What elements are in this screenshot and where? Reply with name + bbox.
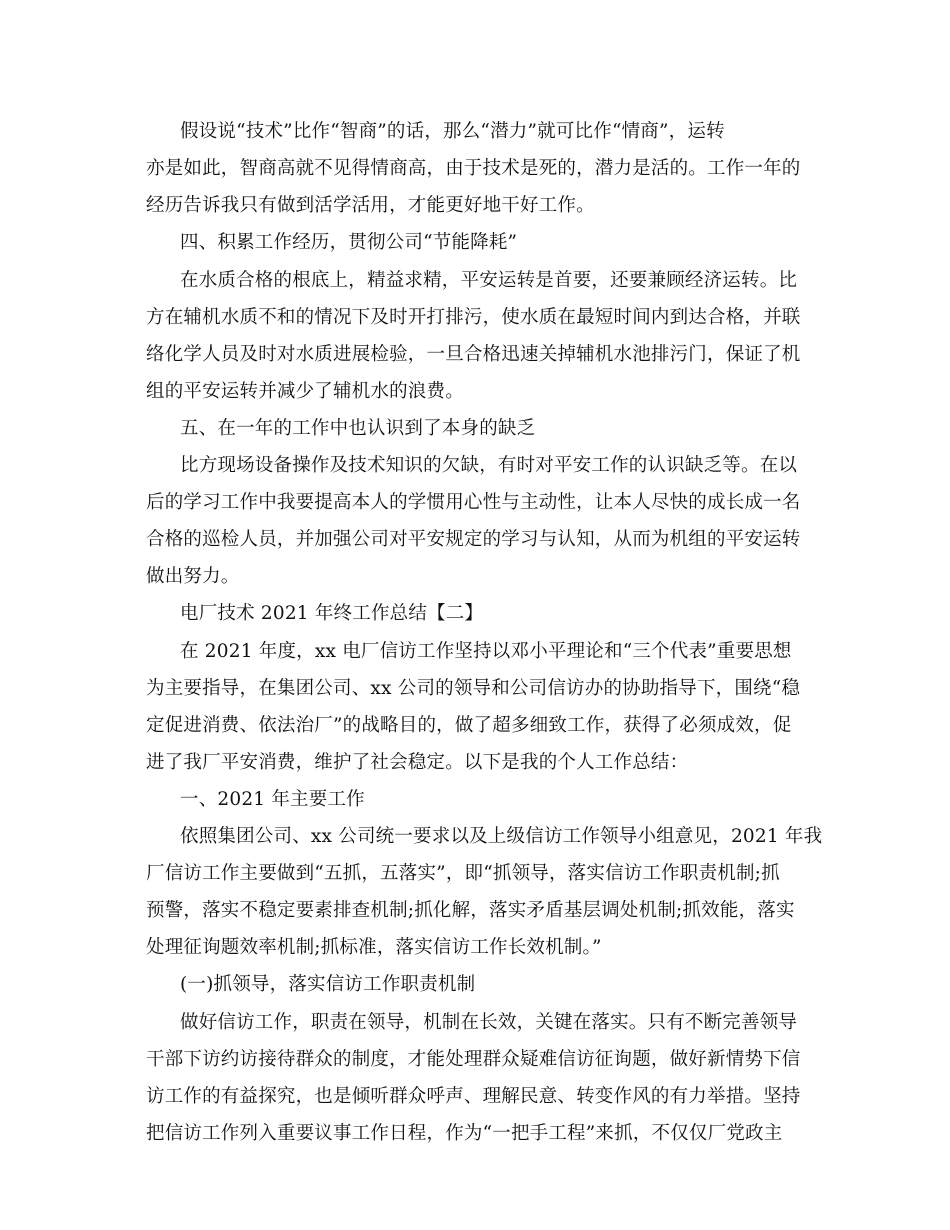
paragraph-line: 比方现场设备操作及技术知识的欠缺，有时对平安工作的认识缺乏等。在以	[180, 455, 798, 476]
paragraph-line: 做好信访工作，职责在领导，机制在长效，关键在落实。只有不断完善领导	[180, 1012, 798, 1033]
paragraph-line: 合格的巡检人员，并加强公司对平安规定的学习与认知，从而为机组的平安运转	[146, 529, 801, 550]
paragraph-line: 在水质合格的根底上，精益求精，平安运转是首要，还要兼顾经济运转。比	[180, 270, 798, 291]
paragraph-line: 定促进消费、依法治厂”的战略目的，做了超多细致工作，获得了必须成效，促	[146, 715, 792, 736]
paragraph-line: 为主要指导，在集团公司、xx 公司的领导和公司信访办的协助指导下，围绕“稳	[146, 678, 801, 699]
paragraph-line: 把信访工作列入重要议事工作日程，作为“一把手工程”来抓，不仅仅厂党政主	[146, 1123, 783, 1144]
paragraph-line: 在 2021 年度，xx 电厂信访工作坚持以邓小平理论和“三个代表”重要思想	[180, 641, 792, 662]
paragraph-line: 依照集团公司、xx 公司统一要求以及上级信访工作领导小组意见，2021 年我	[180, 826, 823, 847]
section-heading: (一)抓领导，落实信访工作职责机制	[180, 974, 476, 995]
paragraph-line: 经历告诉我只有做到活学活用，才能更好地干好工作。	[146, 195, 595, 216]
paragraph-line: 亦是如此，智商高就不见得情商高，由于技术是死的，潜力是活的。工作一年的	[146, 158, 801, 179]
section-heading: 一、2021 年主要工作	[180, 789, 365, 810]
paragraph-line: 做出努力。	[146, 566, 240, 587]
paragraph-line: 进了我厂平安消费，维护了社会稳定。以下是我的个人工作总结：	[146, 752, 689, 773]
paragraph-line: 干部下访约访接待群众的制度，才能处理群众疑难信访征询题，做好新情势下信	[146, 1049, 801, 1070]
paragraph-line: 处理征询题效率机制;抓标准，落实信访工作长效机制。”	[146, 937, 602, 958]
paragraph-line: 组的平安运转并减少了辅机水的浪费。	[146, 381, 464, 402]
section-heading: 五、在一年的工作中也认识到了本身的缺乏	[180, 418, 536, 439]
paragraph-line: 后的学习工作中我要提高本人的学惯用心性与主动性，让本人尽快的成长成一名	[146, 492, 801, 513]
paragraph-line: 方在辅机水质不和的情况下及时开打排污，使水质在最短时间内到达合格，并联	[146, 307, 801, 328]
paragraph-line: 厂信访工作主要做到“五抓，五落实”，即“抓领导，落实信访工作职责机制;抓	[146, 863, 780, 884]
paragraph-line: 访工作的有益探究，也是倾听群众呼声、理解民意、转变作风的有力举措。坚持	[146, 1086, 801, 1107]
paragraph-line: 络化学人员及时对水质进展检验，一旦合格迅速关掉辅机水池排污门，保证了机	[146, 344, 801, 365]
paragraph-line: 预警，落实不稳定要素排查机制;抓化解，落实矛盾基层调处机制;抓效能，落实	[146, 900, 795, 921]
paragraph-line: 假设说“技术”比作“智商”的话，那么“潜力”就可比作“情商”，运转	[180, 121, 725, 142]
document-subtitle: 电厂技术 2021 年终工作总结【二】	[180, 603, 484, 624]
section-heading: 四、积累工作经历，贯彻公司“节能降耗”	[180, 232, 518, 253]
